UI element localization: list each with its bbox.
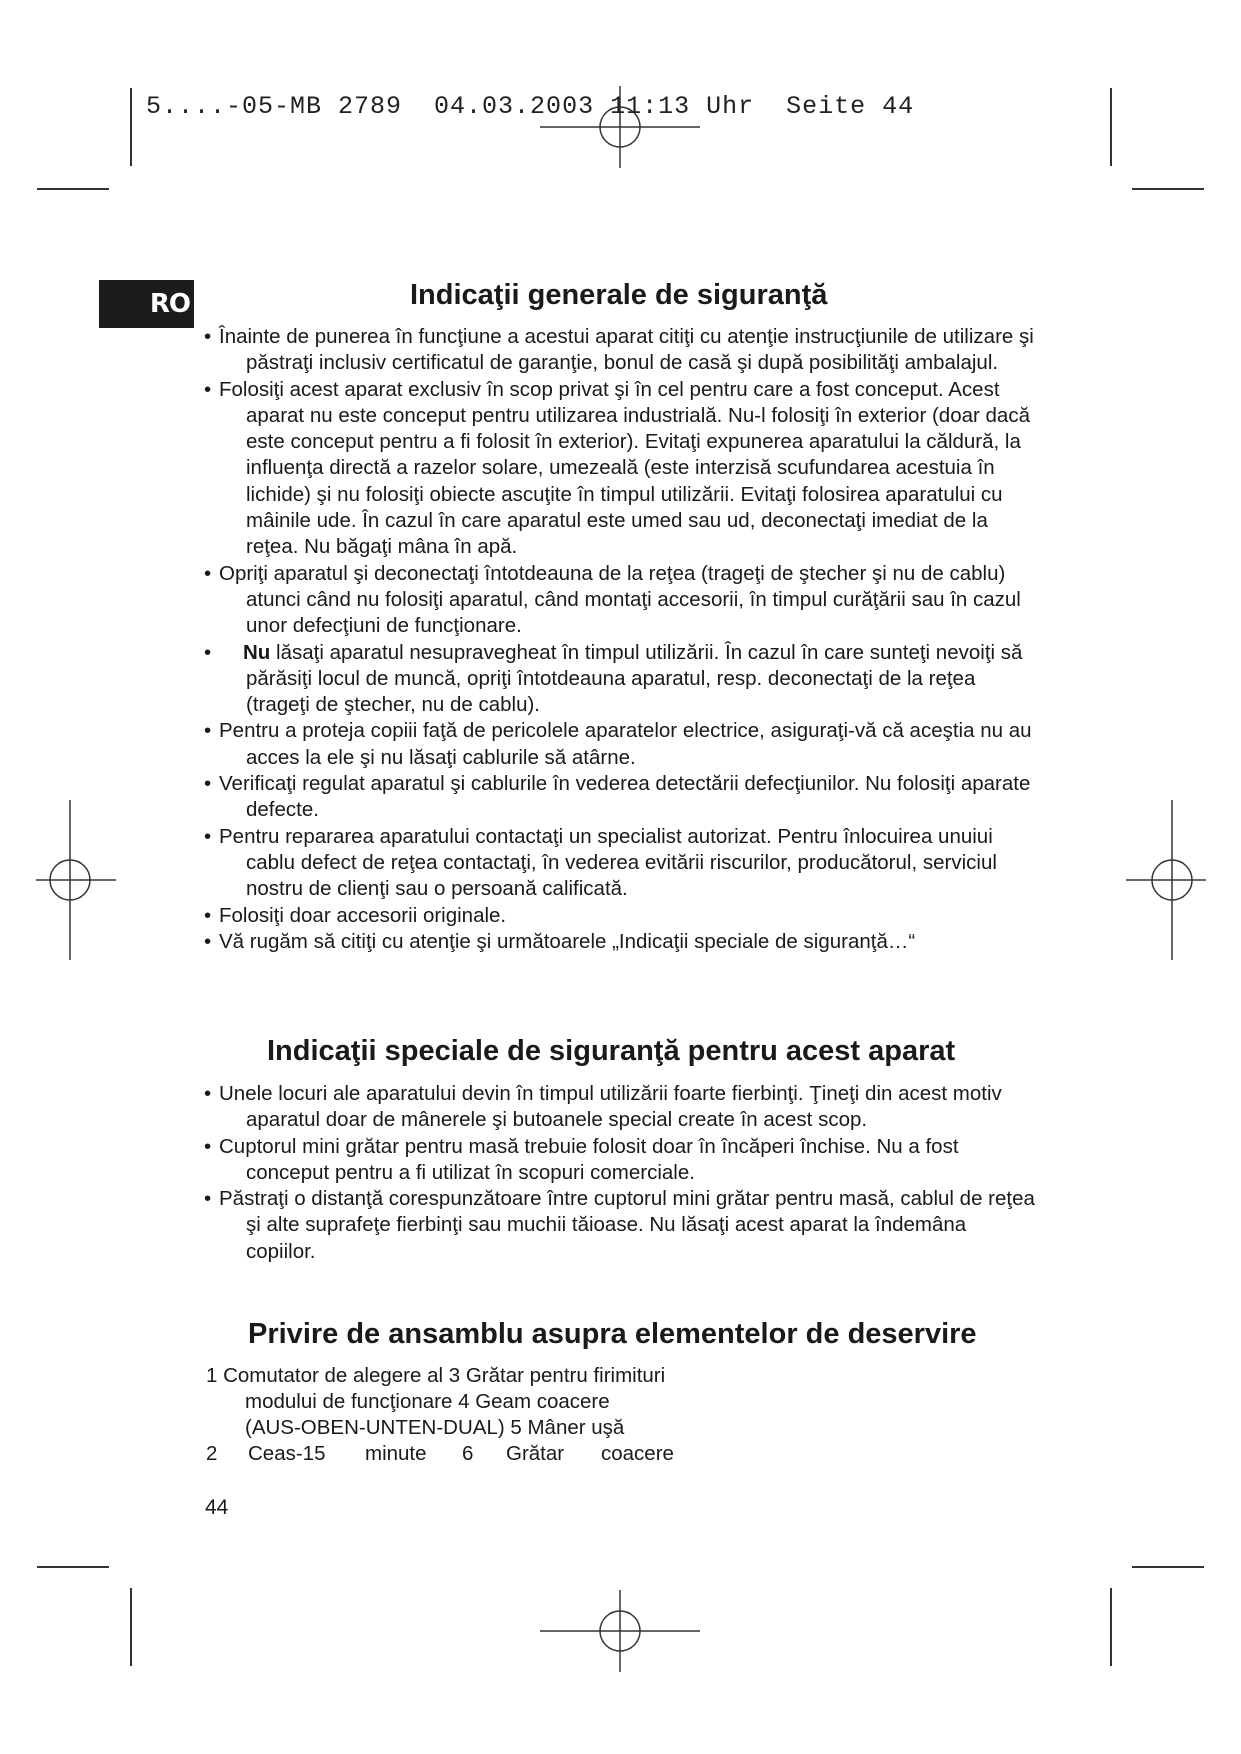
list-item: • Cuptorul mini grătar pentru masă trebuie folosit doar în încăperi închise. Nu a fost conceput pentru a fi utilizat în scopuri comerciale.	[204, 1134, 959, 1184]
print-slug-header: 5....-05-MB 2789 04.03.2003 11:13 Uhr Seite 44	[146, 92, 915, 121]
list-item: • Păstraţi o distanţă corespunzătoare între cuptorul mini grătar pentru masă, cablul de reţea şi alte suprafeţe fierbinţi sau muchii tăioase. Nu lăsaţi acest aparat la îndemâna copiilor.	[204, 1187, 1035, 1263]
list-item: • Verificaţi regulat aparatul şi cablurile în vederea detectării defecţiunilor. Nu folosiţi aparate defecte.	[204, 772, 1031, 822]
list-item: • Pentru repararea aparatului contactaţi un specialist autorizat. Pentru înlocuirea unuiui cablu defect de reţea contactaţi, în vederea evitării riscurilor, producătorul, serviciul nostru de clienţi sau o persoană calificată.	[204, 824, 997, 901]
special-safety-list	[204, 1081, 1039, 1265]
list-item: • Înainte de punerea în funcţiune a acestui aparat citiţi cu atenţie instrucţiunile de utilizare şi păstraţi inclusiv certificatul de garanţie, bonul de casă şi după posibilităţi ambalajul.	[204, 325, 1034, 375]
controls-line-2: modului de funcţionare 4 Geam coacere	[245, 1390, 610, 1413]
controls-line-4-gratar: Grătar	[506, 1442, 565, 1465]
list-item: • Folosiţi acest aparat exclusiv în scop privat şi în cel pentru care a fost conceput. Acest aparat nu este conceput pentru utilizarea industrială. Nu-l folosiţi în exterior (doar dacă este conceput pentru a fi folosit în exterior). Evitaţi expunerea aparatului la căldură, la influenţa directă a razelor solare, umezeală (este interzisă scufundarea acestuia în lichide) şi nu folosiţi obiecte ascuţite în timpul utilizării. Evitaţi folosirea aparatului cu mâinile ude. În cazul în care aparatul este umed sau ud, deconectaţi imediat de la reţea. Nu băgaţi mâna în apă.	[204, 377, 1030, 559]
registration-target-left	[36, 800, 116, 960]
crop-mark-bottom-left-vertical	[130, 1588, 132, 1666]
language-tab: RO	[99, 280, 194, 328]
crop-mark-bottom-left-horizontal	[37, 1566, 109, 1568]
list-item: • Nu lăsaţi aparatul nesupravegheat în timpul utilizării. În cazul în care sunteţi nevoiţi să părăsiţi locul de muncă, opriţi întotdeauna aparatul, resp. deconectaţi de la reţea (trageţi de ştecher, nu de cablu).	[204, 640, 1023, 717]
page-number: 44	[205, 1496, 229, 1519]
crop-mark-top-left-vertical	[130, 88, 132, 166]
crop-mark-top-right-vertical	[1110, 88, 1112, 166]
general-safety-title: Indicaţii generale de siguranţă	[410, 279, 828, 311]
crop-mark-top-left-horizontal	[37, 188, 109, 190]
controls-line-3: (AUS-OBEN-UNTEN-DUAL) 5 Mâner uşă	[245, 1416, 625, 1439]
controls-line-4-num-6: 6	[462, 1442, 474, 1465]
list-item: • Unele locuri ale aparatului devin în timpul utilizării foarte fierbinţi. Ţineţi din acest motiv aparatul doar de mânerele şi butoanele special create în acest scop.	[204, 1082, 1002, 1132]
controls-line-4-coacere: coacere	[601, 1442, 674, 1465]
controls-line-1: 1 Comutator de alegere al 3 Grătar pentru firimituri	[206, 1364, 666, 1387]
controls-line-4-num-2: 2	[206, 1442, 218, 1465]
crop-mark-top-right-horizontal	[1132, 188, 1204, 190]
general-safety-list	[204, 324, 1039, 955]
list-item: • Pentru a proteja copiii faţă de pericolele aparatelor electrice, asiguraţi-vă că aceştia nu au acces la ele şi nu lăsaţi cablurile să atârne.	[204, 719, 1032, 769]
crop-mark-bottom-right-vertical	[1110, 1588, 1112, 1666]
controls-overview-title: Privire de ansamblu asupra elementelor de deservire	[248, 1318, 977, 1350]
list-item: • Folosiţi doar accesorii originale.	[204, 903, 507, 927]
registration-target-bottom	[540, 1590, 700, 1672]
controls-line-4-ceas: Ceas-15	[248, 1442, 326, 1465]
special-safety-title: Indicaţii speciale de siguranţă pentru acest aparat	[267, 1035, 956, 1067]
bold-prefix: Nu	[243, 640, 271, 664]
registration-target-right	[1126, 800, 1206, 960]
list-item: • Vă rugăm să citiţi cu atenţie şi următoarele „Indicaţii speciale de siguranţă…“	[204, 929, 916, 953]
controls-line-4-minute: minute	[365, 1442, 427, 1465]
crop-mark-bottom-right-horizontal	[1132, 1566, 1204, 1568]
list-item: • Opriţi aparatul şi deconectaţi întotdeauna de la reţea (trageţi de ştecher şi nu de cablu) atunci când nu folosiţi aparatul, când montaţi accesorii, în timpul curăţării sau în cazul unor defecţiuni de funcţionare.	[204, 561, 1021, 638]
